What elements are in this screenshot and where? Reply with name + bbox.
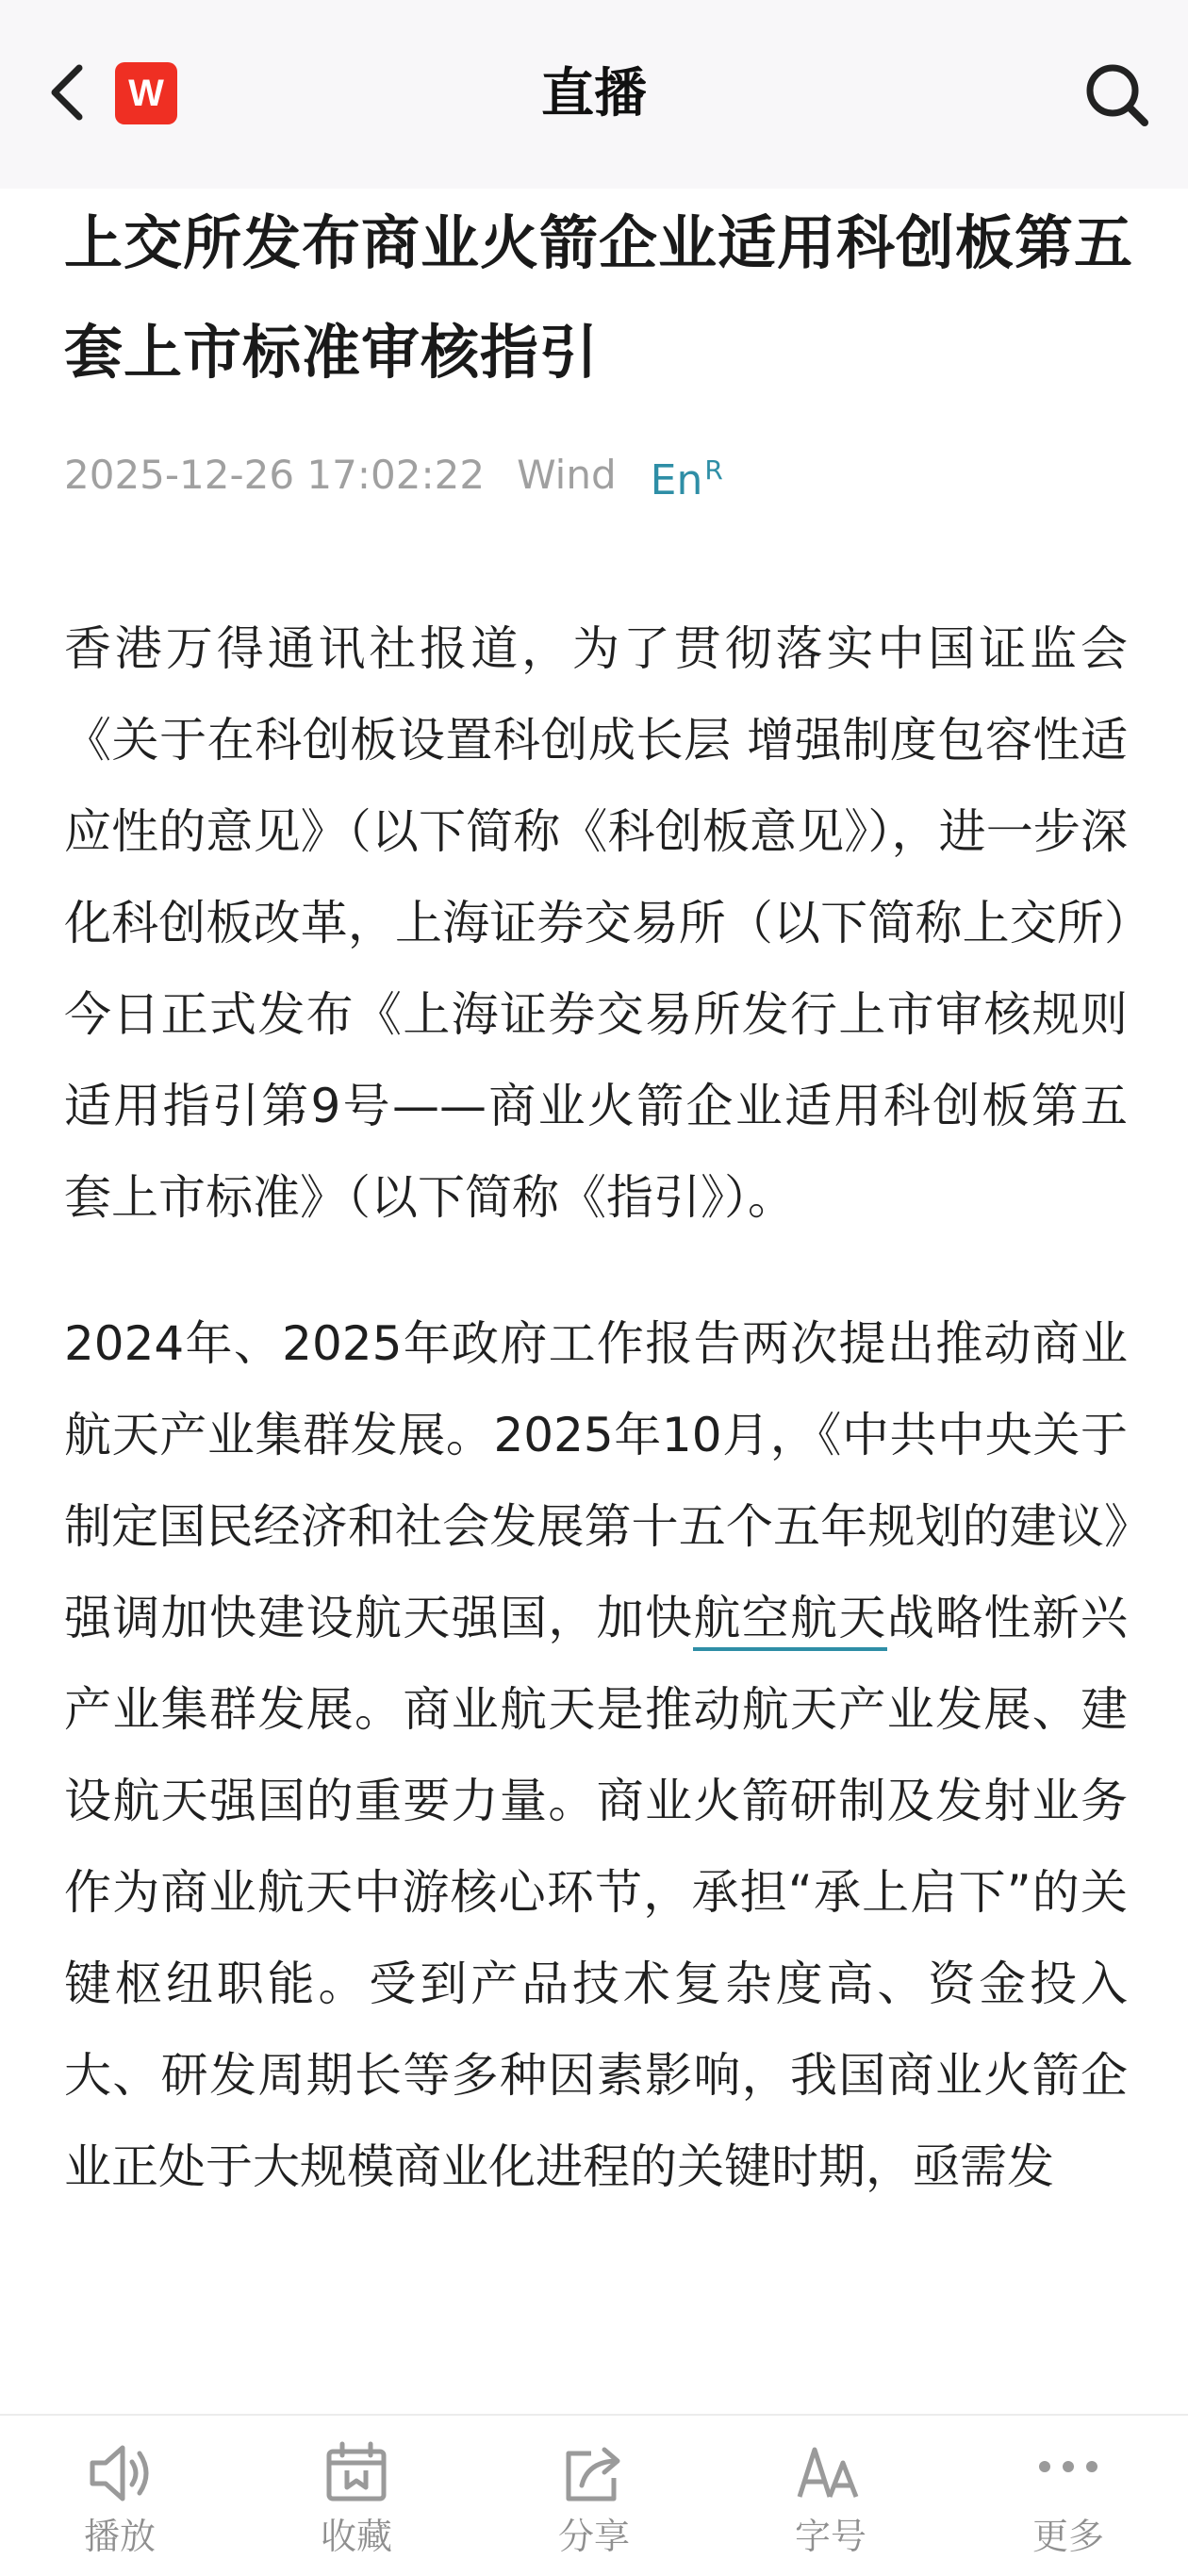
publish-datetime: 2025-12-26 17:02:22: [64, 452, 486, 498]
bookmark-icon: [322, 2438, 391, 2508]
top-navigation-bar: [0, 0, 1188, 189]
page-title: 直播: [541, 63, 647, 124]
speaker-icon: [85, 2438, 155, 2508]
favorite-label: 收藏: [320, 2516, 392, 2557]
article-paragraph-2: [64, 1298, 1128, 2213]
article-headline: 上交所发布商业火箭企业适用科创板第五套上市标准审核指引: [64, 208, 1134, 387]
share-label: 分享: [557, 2516, 630, 2557]
article-source: Wind: [517, 452, 617, 498]
search-button[interactable]: [1082, 60, 1150, 128]
search-icon: [1082, 60, 1150, 128]
bottom-toolbar: [0, 2414, 1188, 2576]
article-meta: [64, 447, 723, 504]
paragraph-2-text-start: 2024年、2025年政府工作报告两次提出推动商业航天产业集群发展。2025年10月，《中共中央关于制定国民经济和社会发展第十五个五年规划的建议》强调加快建设航天强国，加快: [64, 1316, 1128, 1645]
article-paragraph-1: 香港万得通讯社报道，为了贯彻落实中国证监会《关于在科创板设置科创成长层 增强制度包容性适应性的意见》（以下简称《科创板意见》），进一步深化科创板改革，上海证券交易所（以下简称上交所）今日正式发布《上海证券交易所发行上市审核规则适用指引第9号——商业火箭企业适用科创板第五套上市标准》（以下简称《指引》）。: [64, 621, 1128, 1225]
share-button[interactable]: [514, 2416, 674, 2576]
paragraph-2-text-end: 战略性新兴产业集群发展。商业航天是推动航天产业发展、建设航天强国的重要力量。商业火箭研制及发射业务作为商业航天中游核心环节，承担“承上启下”的关键枢纽职能。受到产品技术复杂度高、资金投入大、研发周期长等多种因素影响，我国商业火箭企业正处于大规模商业化进程的关键时期，亟需发: [64, 1591, 1129, 2194]
english-toggle-sup: R: [704, 454, 723, 486]
keyword-link-aerospace[interactable]: 航空航天: [693, 1591, 886, 1651]
font-size-icon: [796, 2438, 866, 2508]
play-label: 播放: [83, 2516, 156, 2557]
english-toggle-label: En: [650, 455, 703, 504]
favorite-button[interactable]: [276, 2416, 437, 2576]
english-toggle[interactable]: [651, 442, 723, 509]
more-icon: [1033, 2438, 1103, 2508]
play-button[interactable]: [40, 2416, 200, 2576]
font-size-label: 字号: [794, 2516, 866, 2557]
article-body: [64, 603, 1128, 2213]
font-size-button[interactable]: [751, 2416, 911, 2576]
logo-text: W: [128, 72, 164, 114]
more-label: 更多: [1031, 2516, 1104, 2557]
more-button[interactable]: [988, 2416, 1148, 2576]
share-icon: [559, 2438, 629, 2508]
